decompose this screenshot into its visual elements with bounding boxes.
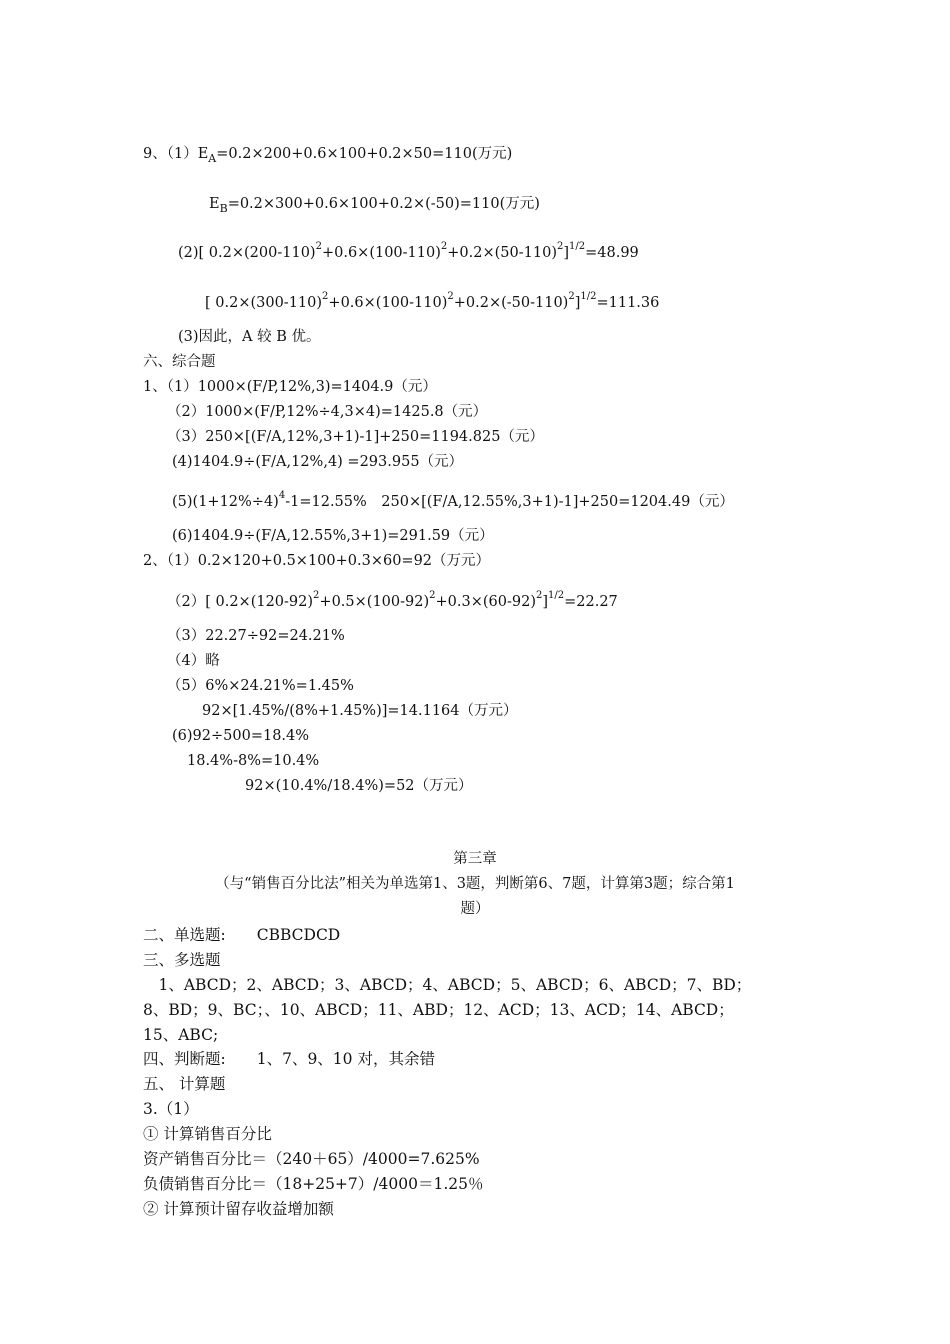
c2-line-4: （4）略 — [167, 653, 220, 669]
chapter-note-line-1: （与“销售百分比法”相关为单选第1、3题，判断第6、7题，计算第3题；综合第1 — [215, 876, 735, 892]
c1-line-4: (4)1404.9÷(F/A,12%,4) =293.955（元） — [172, 454, 464, 470]
c2-line-8: 18.4%-8%=10.4% — [187, 753, 320, 769]
c1-line-1: 1、（1）1000×(F/P,12%,3)=1404.9（元） — [143, 379, 437, 395]
multi-choice-title: 三、多选题 — [143, 951, 221, 969]
section-6-title: 六、综合题 — [143, 354, 216, 370]
single-choice-answers: 二、单选题: CBBCDCD — [143, 926, 341, 944]
multi-choice-line-2: 8、BD；9、BC；、10、ABCD；11、ABD；12、ACD；13、ACD；14、ABCD； — [143, 1001, 734, 1019]
true-false-answers: 四、判断题: 1、7、9、10 对，其余错 — [143, 1050, 435, 1068]
c1-line-6: (6)1404.9÷(F/A,12.55%,3+1)=291.59（元） — [172, 528, 494, 544]
chapter-title: 第三章 — [453, 851, 497, 867]
c2-line-2: （2）[ $0.2\times(120-92)^2+0.5\times(100-92)^2+0.3\times(60-92)^2]^{1/2}=22.27$ — [167, 590, 618, 610]
liability-sales-percentage: 负债销售百分比＝（18+25+7）/4000＝1.25％ — [143, 1175, 484, 1193]
q9-line-4: [ $0.2\times(300-110)^2+0.6\times(100-110)^2+0.2\times(-50-110)^2]^{1/2}=111.36$ — [205, 291, 660, 311]
c2-line-6: 92×[1.45%/(8%+1.45%)]=14.1164（万元） — [202, 703, 518, 719]
c2-line-9: 92×(10.4%/18.4%)=52（万元） — [245, 778, 473, 794]
c1-line-3: （3）250×[(F/A,12%,3+1)-1]+250=1194.825（元） — [167, 429, 544, 445]
c1-line-5: $(5)(1+12\%\div 4)^4-1=12.55\%$ 250×[(F/A,12.55%,3+1)-1]+250=1204.49（元） — [172, 490, 734, 510]
calc-q3-heading: 3.（1） — [143, 1100, 199, 1118]
chapter-note-line-2: 题） — [460, 901, 490, 917]
c2-line-5: （5）6%×24.21%=1.45% — [167, 678, 354, 694]
multi-choice-line-1: 1、ABCD；2、ABCD；3、ABCD；4、ABCD；5、ABCD；6、ABCD；7、BD； — [143, 976, 752, 994]
c2-line-3: （3）22.27÷92=24.21% — [167, 628, 345, 644]
q9-line-3: (2)[ $0.2\times(200-110)^2+0.6\times(100-110)^2+0.2\times(50-110)^2]^{1/2}=48.99$ — [178, 241, 639, 261]
multi-choice-line-3: 15、ABC; — [143, 1026, 219, 1044]
q9-line-1: 9、$(1)E_A=0.2\times 200+0.6\times 100+0.2\times 50=110$(万元) — [143, 146, 513, 165]
calc-step-2: ② 计算预计留存收益增加额 — [143, 1200, 334, 1218]
c2-line-7: (6)92÷500=18.4% — [172, 728, 310, 744]
q9-line-2: $E_B=0.2\times 300+0.6\times 100+0.2\times(-50)=110$(万元) — [209, 196, 540, 215]
asset-sales-percentage: 资产销售百分比＝（240＋65）/4000=7.625% — [143, 1150, 480, 1168]
c2-line-1: 2、（1）0.2×120+0.5×100+0.3×60=92（万元） — [143, 553, 491, 569]
q9-line-5: (3)因此，A 较 B 优。 — [178, 329, 321, 345]
calc-title: 五、 计算题 — [143, 1075, 226, 1093]
calc-step-1: ① 计算销售百分比 — [143, 1125, 272, 1143]
c1-line-2: （2）1000×(F/P,12%÷4,3×4)=1425.8（元） — [167, 404, 488, 420]
